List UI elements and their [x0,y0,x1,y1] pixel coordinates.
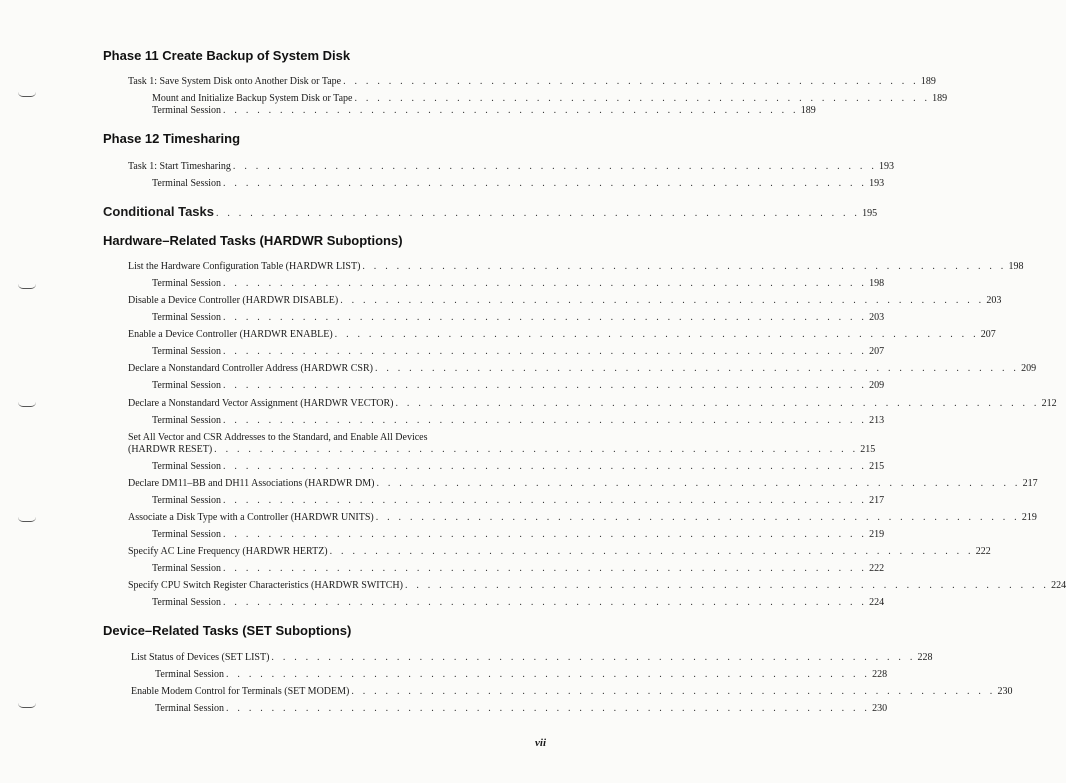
toc-entry-page: 224 [869,597,885,608]
toc-entry-page: 219 [869,529,885,540]
margin-mark [18,92,36,97]
toc-entry[interactable] [128,398,1057,410]
toc-entry[interactable] [128,76,936,88]
toc-entry-label: Terminal Session [152,346,222,357]
toc-entry-label: Terminal Session [152,178,222,189]
toc-entry[interactable] [152,461,885,473]
toc-entry-label: Declare a Nonstandard Vector Assignment (HARDWR VECTOR) [128,398,394,409]
toc-entry-page: 222 [869,563,885,574]
page-number: vii [535,737,546,749]
toc-entry-label: Terminal Session [152,380,222,391]
toc-entry-label: List Status of Devices (SET LIST) [131,652,270,663]
toc-entry[interactable] [155,703,888,715]
toc-entry-page: 228 [917,652,933,663]
toc-entry-page: 209 [869,380,885,391]
phase-11-heading: Phase 11 Create Backup of System Disk [103,48,351,63]
leader-dots: . . . . . . . . . . . . . . . . . . . . . . . . . . . . . . . . . . . . . . . . . . . . . . . . . . . . . . . . . [334,329,979,340]
toc-entry[interactable] [128,295,1002,307]
toc-entry[interactable] [128,161,895,173]
toc-entry-page: 207 [980,329,996,340]
leader-dots: . . . . . . . . . . . . . . . . . . . . . . . . . . . . . . . . . . . . . . . . . . . . . . . . . . . . . . . . . [375,512,1020,523]
leader-dots: . . . . . . . . . . . . . . . . . . . . . . . . . . . . . . . . . . . . . . . . . . . . . . . . . . . . . . . . . [362,261,1007,272]
toc-entry-label: Terminal Session [152,312,222,323]
toc-entry-label: Set All Vector and CSR Addresses to the Standard, and Enable All Devices [128,432,428,443]
toc-entry-label: Specify AC Line Frequency (HARDWR HERTZ) [128,546,328,557]
margin-mark [18,284,36,289]
toc-entry-label: Terminal Session [152,495,222,506]
toc-entry[interactable] [128,261,1024,273]
toc-entry-label: Terminal Session [152,415,222,426]
toc-entry[interactable] [152,93,948,105]
toc-entry-page: 189 [920,76,936,87]
toc-entry-page: 230 [872,703,888,714]
leader-dots: . . . . . . . . . . . . . . . . . . . . . . . . . . . . . . . . . . . . . . . . . . . . . . . . . . . [354,93,931,104]
leader-dots: . . . . . . . . . . . . . . . . . . . . . . . . . . . . . . . . . . . . . . . . . . . . . . . . . . . . . . . . . [351,686,996,697]
toc-entry[interactable] [131,652,933,664]
toc-entry[interactable] [152,597,885,609]
leader-dots: . . . . . . . . . . . . . . . . . . . . . . . . . . . . . . . . . . . . . . . . . . . . . . . . . . . . . . . . . [223,346,868,357]
margin-mark [18,402,36,407]
leader-dots: . . . . . . . . . . . . . . . . . . . . . . . . . . . . . . . . . . . . . . . . . . . . . . . . . . . [343,76,919,87]
toc-entry-page: 203 [986,295,1002,306]
leader-dots: . . . . . . . . . . . . . . . . . . . . . . . . . . . . . . . . . . . . . . . . . . . . . . . . . . . . . . . . . [395,398,1040,409]
leader-dots: . . . . . . . . . . . . . . . . . . . . . . . . . . . . . . . . . . . . . . . . . . . . . . . . . . . . . . . . . [376,478,1021,489]
toc-entry-label: Disable a Device Controller (HARDWR DISABLE) [128,295,339,306]
margin-mark [18,517,36,522]
toc-entry-label: Terminal Session [152,597,222,608]
toc-entry[interactable] [131,686,1013,698]
toc-entry-label: Declare a Nonstandard Controller Address (HARDWR CSR) [128,363,373,374]
toc-entry-label: Mount and Initialize Backup System Disk or Tape [152,93,353,104]
toc-entry[interactable] [152,178,885,190]
toc-entry-label: Associate a Disk Type with a Controller (HARDWR UNITS) [128,512,374,523]
toc-entry-page: 189 [800,105,816,116]
toc-entry[interactable] [152,380,885,392]
leader-dots: . . . . . . . . . . . . . . . . . . . . . . . . . . . . . . . . . . . . . . . . . . . . . . . . . . . . . . . . . [223,312,868,323]
toc-entry[interactable] [128,546,991,558]
phase-12-heading: Phase 12 Timesharing [103,131,241,146]
leader-dots: . . . . . . . . . . . . . . . . . . . . . . . . . . . . . . . . . . . . . . . . . . . . . . . . . . . . . . . . . [226,669,871,680]
leader-dots: . . . . . . . . . . . . . . . . . . . . . . . . . . . . . . . . . . . . . . . . . . . . . . . . . . . . . . . . . [223,278,868,289]
toc-entry[interactable] [152,105,816,117]
device-tasks-heading: Device–Related Tasks (SET Suboptions) [103,623,352,638]
toc-entry-page: 203 [869,312,885,323]
toc-entry-page: 219 [1021,512,1037,523]
leader-dots: . . . . . . . . . . . . . . . . . . . . . . . . . . . . . . . . . . . . . . . . . . . . . . . . . . . . . . . . . [223,178,868,189]
toc-entry-label: Specify CPU Switch Register Characteristics (HARDWR SWITCH) [128,580,403,591]
leader-dots: . . . . . . . . . . . . . . . . . . . . . . . . . . . . . . . . . . . . . . . . . . . . . . . . . . . . . . . . . [329,546,974,557]
toc-entry-page: 198 [869,278,885,289]
toc-entry-page: 207 [869,346,885,357]
toc-entry-page: 212 [1041,398,1057,409]
toc-entry[interactable] [152,563,885,575]
leader-dots: . . . . . . . . . . . . . . . . . . . . . . . . . . . . . . . . . . . . . . . . . . . . . . . . . . . . . . . . . [223,380,868,391]
toc-entry[interactable] [128,580,1066,592]
toc-entry-page: 230 [997,686,1013,697]
leader-dots: . . . . . . . . . . . . . . . . . . . . . . . . . . . . . . . . . . . . . . . . . . . . . . . . . . . . . . . . . [214,444,859,455]
toc-entry-page: 224 [1051,580,1066,591]
hardware-tasks-heading: Hardware–Related Tasks (HARDWR Suboptions) [103,233,403,248]
conditional-tasks-page: 195 [862,208,878,219]
toc-entry[interactable] [128,478,1038,490]
leader-dots: . . . . . . . . . . . . . . . . . . . . . . . . . . . . . . . . . . . . . . . . . . . . . . . . . . . . . . . . . [232,161,878,172]
leader-dots: . . . . . . . . . . . . . . . . . . . . . . . . . . . . . . . . . . . . . . . . . . . . . . . . . . . [223,105,799,116]
toc-entry-page: 215 [860,444,876,455]
toc-entry-page: 193 [879,161,895,172]
leader-dots: . . . . . . . . . . . . . . . . . . . . . . . . . . . . . . . . . . . . . . . . . . . . . . . . . . . . . . . . . [223,461,868,472]
toc-entry-page: 217 [1022,478,1038,489]
toc-entry-label: Declare DM11–BB and DH11 Associations (HARDWR DM) [128,478,375,489]
toc-entry-label: List the Hardware Configuration Table (HARDWR LIST) [128,261,361,272]
toc-entry-label: Enable Modem Control for Terminals (SET MODEM) [131,686,350,697]
toc-entry-label: Terminal Session [152,563,222,574]
toc-entry-label: Terminal Session [155,669,225,680]
toc-entry[interactable] [128,512,1037,524]
toc-entry-label: Task 1: Save System Disk onto Another Disk or Tape [128,76,342,87]
toc-entry-label: Terminal Session [152,529,222,540]
toc-entry-label: Terminal Session [152,461,222,472]
leader-dots: . . . . . . . . . . . . . . . . . . . . . . . . . . . . . . . . . . . . . . . . . . . . . . . . . . . . . . . . . [404,580,1050,591]
toc-entry-label: Task 1: Start Timesharing [128,161,231,172]
toc-entry-label: Terminal Session [152,105,222,116]
margin-mark [18,703,36,708]
leader-dots: . . . . . . . . . . . . . . . . . . . . . . . . . . . . . . . . . . . . . . . . . . . . . . . . . . . . . . . . . [340,295,985,306]
leader-dots: . . . . . . . . . . . . . . . . . . . . . . . . . . . . . . . . . . . . . . . . . . . . . . . . . . . . . . . . . [226,703,871,714]
leader-dots: . . . . . . . . . . . . . . . . . . . . . . . . . . . . . . . . . . . . . . . . . . . . . . . . . . . . . . . . . [271,652,916,663]
toc-entry-page: 215 [869,461,885,472]
toc-entry[interactable] [152,312,885,324]
toc-entry-page: 222 [975,546,991,557]
toc-entry[interactable] [152,346,885,358]
leader-dots: . . . . . . . . . . . . . . . . . . . . . . . . . . . . . . . . . . . . . . . . . . . . . . . . . . . . . . . . . [223,529,868,540]
toc-entry-page: 209 [1021,363,1037,374]
toc-entry-page: 213 [869,415,885,426]
toc-entry[interactable] [152,495,885,507]
leader-dots: . . . . . . . . . . . . . . . . . . . . . . . . . . . . . . . . . . . . . . . . . . . . . . . . . . . . . . . . . [374,363,1020,374]
toc-entry[interactable] [152,529,885,541]
toc-entry[interactable] [155,669,888,681]
toc-entry-label: (HARDWR RESET) [128,444,213,455]
toc-entry-label: Enable a Device Controller (HARDWR ENABLE) [128,329,333,340]
toc-entry-page: 189 [932,93,948,104]
toc-entry[interactable] [128,363,1037,375]
leader-dots: . . . . . . . . . . . . . . . . . . . . . . . . . . . . . . . . . . . . . . . . . . . . . . . . . . . . . . . . . [216,208,861,219]
toc-entry[interactable] [128,444,876,456]
leader-dots: . . . . . . . . . . . . . . . . . . . . . . . . . . . . . . . . . . . . . . . . . . . . . . . . . . . . . . . . . [223,597,868,608]
toc-entry[interactable] [128,329,996,341]
toc-entry-page: 198 [1008,261,1024,272]
toc-entry[interactable] [152,415,885,427]
leader-dots: . . . . . . . . . . . . . . . . . . . . . . . . . . . . . . . . . . . . . . . . . . . . . . . . . . . . . . . . . [223,563,868,574]
conditional-tasks-entry[interactable] [103,204,878,221]
conditional-tasks-label: Conditional Tasks [103,204,214,219]
toc-entry-label: Terminal Session [155,703,225,714]
toc-entry-page: 217 [869,495,885,506]
leader-dots: . . . . . . . . . . . . . . . . . . . . . . . . . . . . . . . . . . . . . . . . . . . . . . . . . . . . . . . . . [223,495,868,506]
toc-entry-page: 193 [869,178,885,189]
toc-entry-label: Terminal Session [152,278,222,289]
toc-entry[interactable] [152,278,885,290]
toc-entry-page: 228 [872,669,888,680]
leader-dots: . . . . . . . . . . . . . . . . . . . . . . . . . . . . . . . . . . . . . . . . . . . . . . . . . . . . . . . . . [223,415,868,426]
